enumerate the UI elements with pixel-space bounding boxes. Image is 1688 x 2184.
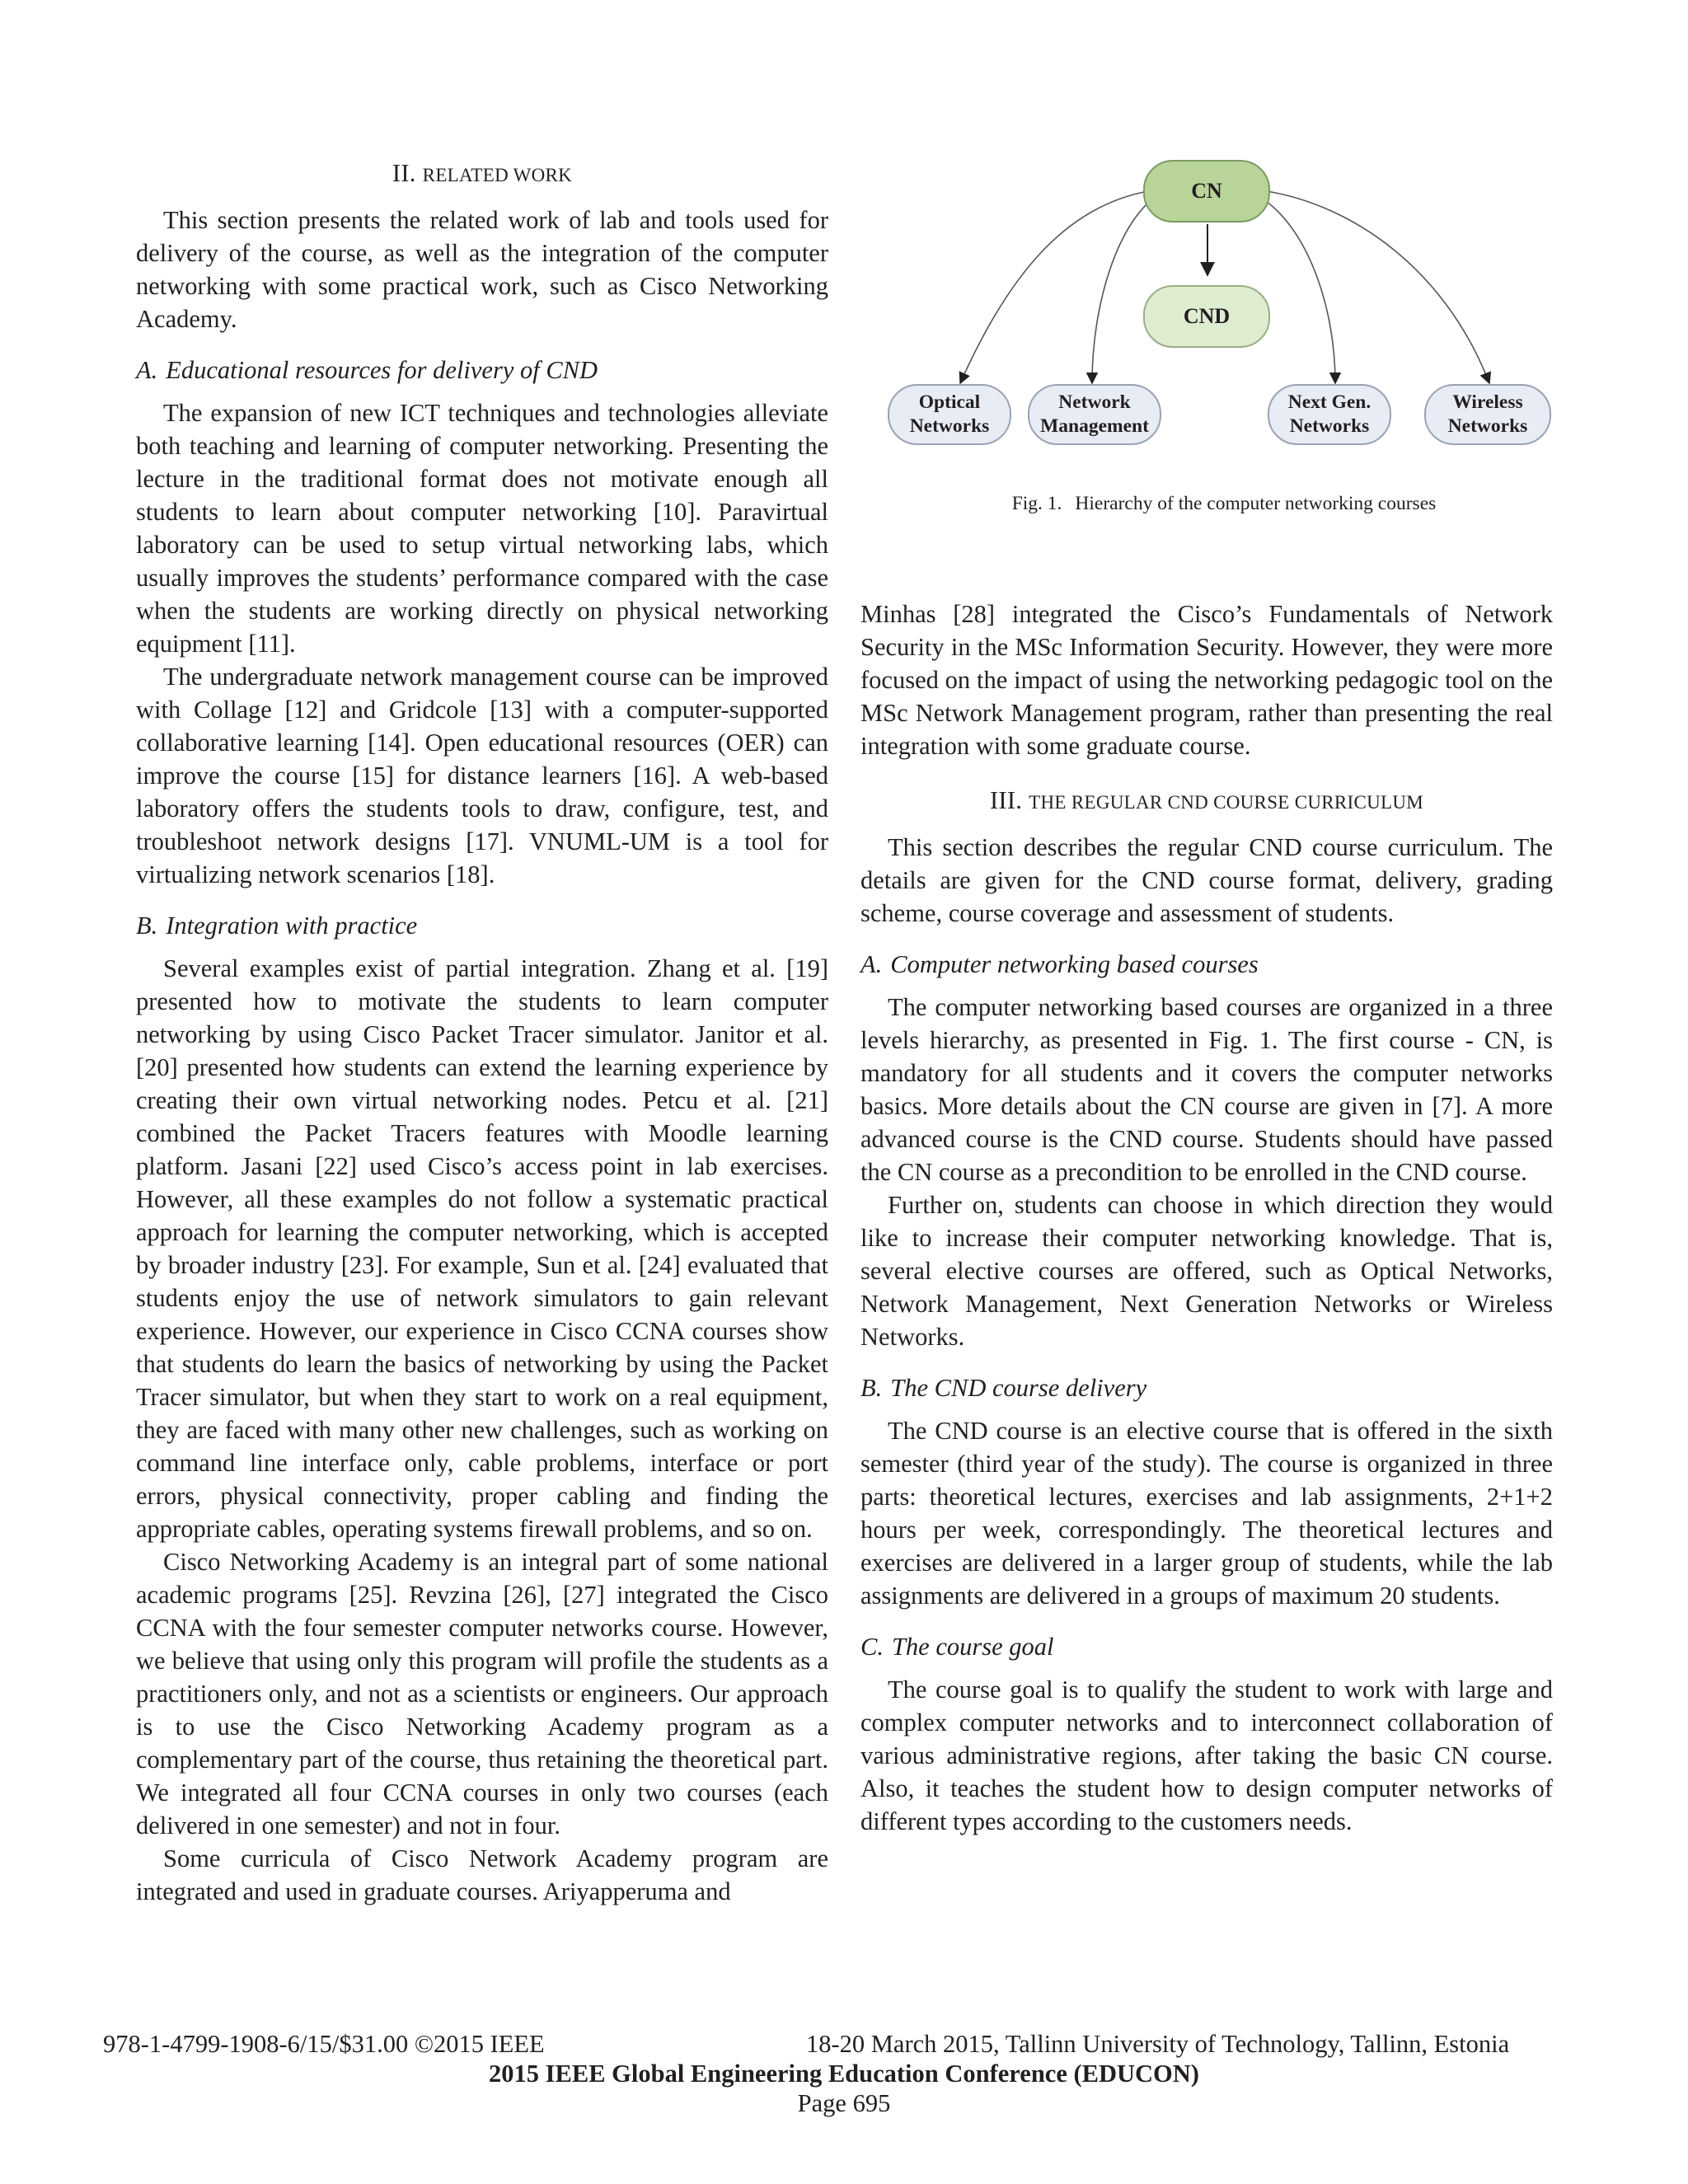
paragraph: This section presents the related work of lab and tools used for delivery of the course, as well as the integration of the computer networking with some practical work, such as Cisco Networking Academy.: [136, 206, 828, 333]
paragraph: Cisco Networking Academy is an integral part of some national academic programs [25]. Revzina [26], [27] integrated the Cisco CCNA with the four semester computer networks course. However, we believe that using only this program will profile the students as a practitioners only, and not as a scientists or engineers. Our approach is to use the Cisco Networking Academy program as a complementary part of the course, thus retaining the theoretical part. We integrated all four CCNA courses in only two courses (each delivered in one semester) and not in four.: [136, 1548, 828, 1840]
edge-cn-netman: [1092, 198, 1154, 383]
section-heading-related-work: [136, 157, 828, 192]
node-cn: [1143, 160, 1270, 223]
node-optical-networks: [888, 384, 1011, 445]
paragraph: The undergraduate network management course can be improved with Collage [12] and Gridcole [13] with a computer-supported collaborative learning [14]. Open educational resources (OER) can improve the course [15] for distance learners [16]. A web-based laboratory offers the students tools to draw, configure, test, and troubleshoot network designs [17]. VNUML-UM is a tool for virtualizing network scenarios [18].: [136, 663, 828, 888]
subsection-heading-b: [136, 909, 828, 942]
footer-conference: 2015 IEEE Global Engineering Education Conference (EDUCON): [489, 2060, 1199, 2088]
paragraph: The course goal is to qualify the student to work with large and complex computer networks and to interconnect collaboration of various administrative regions, after taking the basic CN course. Also, it teaches the student how to design computer networks of different types according to the customers needs.: [860, 1675, 1553, 1835]
section-number: III.: [989, 786, 1023, 814]
paragraph: This section describes the regular CND course curriculum. The details are given for the CND course format, delivery, grading scheme, course coverage and assessment of students.: [860, 833, 1553, 927]
paragraph: Minhas [28] integrated the Cisco’s Fundamentals of Network Security in the MSc Information Security. However, they were more focused on the impact of using the networking pedagogic tool on the MSc Network Management program, rather than presenting the real integration with some graduate course.: [860, 600, 1553, 760]
node-label: Wireless: [1452, 391, 1523, 413]
section-title: RELATED WORK: [422, 165, 573, 185]
subsection-label: B.: [136, 912, 158, 940]
node-label: Networks: [1447, 415, 1528, 437]
subsection-heading-c: [860, 1630, 1553, 1663]
node-label: Management: [1040, 415, 1149, 437]
edge-cn-nextgen: [1261, 198, 1335, 383]
node-network-management: [1028, 384, 1161, 445]
paragraph: The expansion of new ICT techniques and technologies alleviate both teaching and learning of computer networking. Presenting the lecture in the traditional format does not motivate enough all students to learn about computer networking [10]. Paravirtual laboratory can be used to setup virtual networking labs, which usually improves the students’ performance compared with the case when the students are working directly on physical networking equipment [11].: [136, 399, 828, 658]
node-next-gen-networks: [1268, 384, 1391, 445]
footer-venue: 18-20 March 2015, Tallinn University of Technology, Tallinn, Estonia: [806, 2030, 1510, 2058]
paragraph: Some curricula of Cisco Network Academy program are integrated and used in graduate courses. Ariyapperuma and: [136, 1844, 828, 1905]
figure-course-hierarchy: [886, 148, 1562, 519]
figure-caption-text: Hierarchy of the computer networking courses: [1075, 493, 1437, 514]
node-label: CN: [1191, 179, 1222, 203]
edge-cn-optical: [960, 191, 1148, 383]
footer-isbn: 978-1-4799-1908-6/15/$31.00 ©2015 IEEE: [103, 2030, 545, 2058]
paragraph: The CND course is an elective course that is offered in the sixth semester (third year of the study). The course is organized in three parts: theoretical lectures, exercises and lab assignments, 2+1+2 hours per week, correspondingly. The theoretical lectures and exercises are delivered in a larger group of students, while the lab assignments are delivered in a groups of maximum 20 students.: [860, 1417, 1553, 1610]
right-column: [860, 598, 1553, 1838]
node-label: Next Gen.: [1287, 391, 1372, 413]
subsection-label: A.: [860, 950, 883, 978]
node-label: Optical: [918, 391, 981, 413]
subsection-title: Integration with practice: [166, 912, 418, 940]
subsection-label: B.: [860, 1374, 883, 1402]
node-label: Networks: [909, 415, 990, 437]
node-label: Network: [1058, 391, 1131, 413]
subsection-label: C.: [860, 1633, 884, 1661]
left-column: [136, 157, 828, 1908]
subsection-heading-b: [860, 1371, 1553, 1404]
node-cnd: [1143, 285, 1270, 348]
subsection-title: Educational resources for delivery of CND: [166, 356, 598, 384]
figure-label: Fig. 1.: [1011, 493, 1062, 514]
node-wireless-networks: [1424, 384, 1551, 445]
subsection-heading-a: [860, 948, 1553, 981]
subsection-title: The course goal: [891, 1633, 1054, 1661]
edge-cn-wireless: [1267, 191, 1489, 383]
paragraph: Several examples exist of partial integration. Zhang et al. [19] presented how to motivate the students to learn computer networking by using Cisco Packet Tracer simulator. Janitor et al. [20] presented how students can extend the learning experience by creating their own virtual networking nodes. Petcu et al. [21] combined the Packet Tracers features with Moodle learning platform. Jasani [22] used Cisco’s access point in lab exercises. However, all these examples do not follow a systematic practical approach for learning the computer networking, which is accepted by broader industry [23]. For example, Sun et al. [24] evaluated that students enjoy the use of network simulators to gain relevant experience. However, our experience in Cisco CCNA courses show that students do learn the basics of networking by using the Packet Tracer simulator, but when they start to work on a real equipment, they are faced with many other new challenges, such as working on command line interface only, cable problems, interface or port errors, physical connectivity, proper cabling and finding the appropriate cables, operating systems firewall problems, and so on.: [136, 954, 828, 1543]
figure-caption: [890, 491, 1558, 516]
paragraph: Further on, students can choose in which direction they would like to increase their computer networking knowledge. That is, several elective courses are offered, such as Optical Networks, Network Management, Next Generation Networks or Wireless Networks.: [860, 1191, 1553, 1351]
subsection-title: Computer networking based courses: [890, 950, 1259, 978]
footer-page-number: Page 695: [797, 2089, 891, 2117]
subsection-label: A.: [136, 356, 158, 384]
section-title: THE REGULAR CND COURSE CURRICULUM: [1029, 792, 1424, 813]
subsection-heading-a: [136, 354, 828, 387]
node-label: Networks: [1289, 415, 1370, 437]
subsection-title: The CND course delivery: [890, 1374, 1147, 1402]
paragraph: The computer networking based courses are organized in a three levels hierarchy, as presented in Fig. 1. The first course - CN, is mandatory for all students and it covers the computer networks basics. More details about the CN course are given in [7]. A more advanced course is the CND course. Students should have passed the CN course as a precondition to be enrolled in the CND course.: [860, 993, 1553, 1186]
node-label: CND: [1183, 304, 1231, 328]
section-number: II.: [392, 159, 416, 187]
section-heading-curriculum: [860, 784, 1553, 819]
